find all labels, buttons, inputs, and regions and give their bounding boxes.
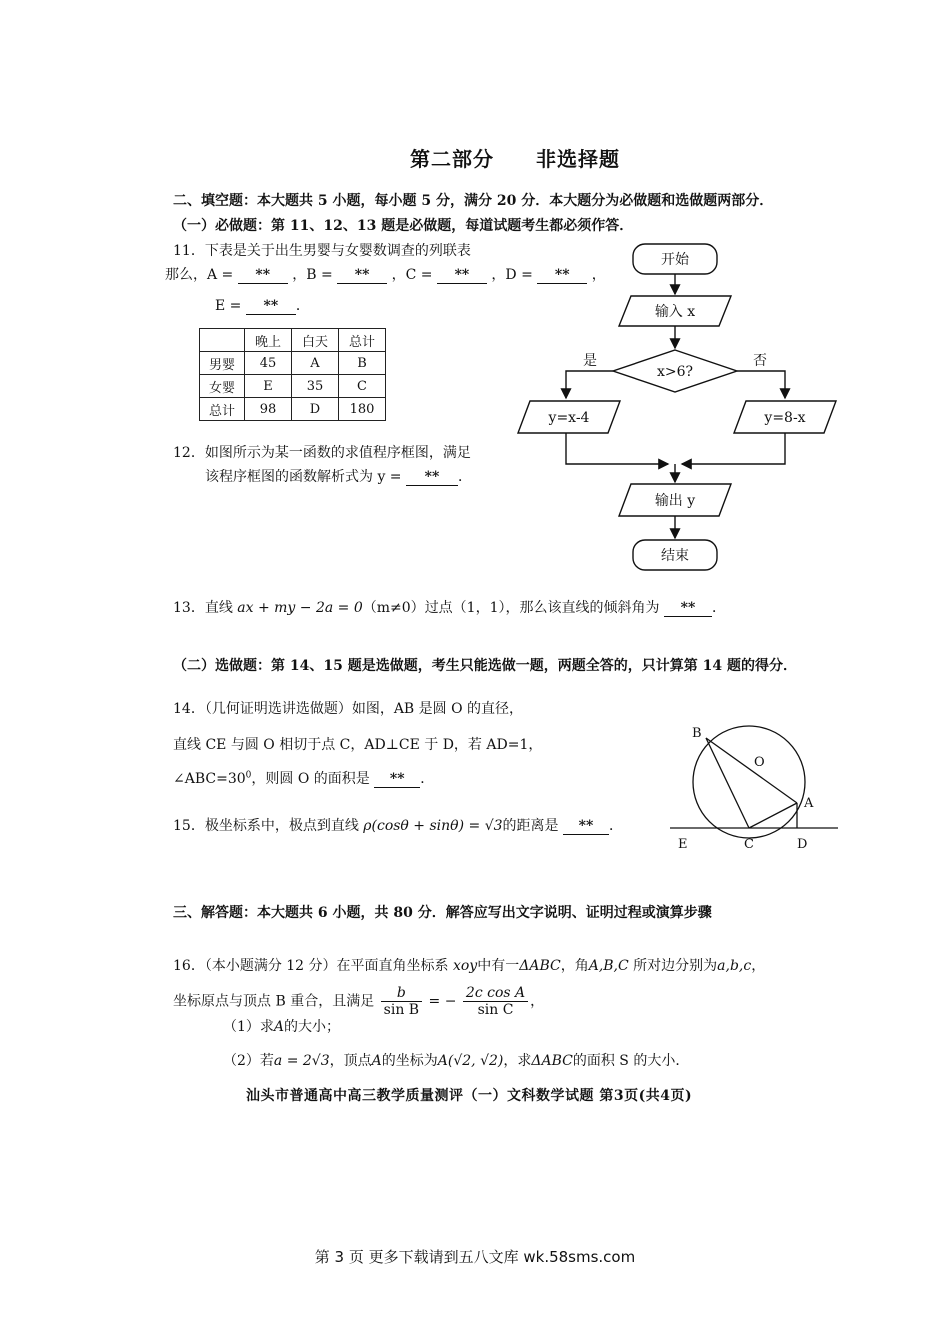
table-row: 男婴 45 A B bbox=[200, 352, 386, 375]
q11-blank-a[interactable]: ** bbox=[238, 267, 288, 284]
circle-figure bbox=[670, 718, 840, 858]
q16-line2: 坐标原点与顶点 B 重合，且满足 $\frac{b}{\text{sin B}}$ = − $\frac{\text{2c cos A}}{\text{sin C}}$ ， bbox=[173, 985, 545, 1018]
q11-blank-c[interactable]: ** bbox=[437, 267, 487, 284]
contingency-table bbox=[199, 328, 386, 421]
q11-line3: E = ** ． bbox=[215, 298, 310, 314]
q13-blank[interactable]: ** bbox=[664, 600, 712, 617]
flow-output-label: 输出 y bbox=[654, 493, 696, 509]
label-d: D bbox=[797, 837, 808, 852]
flow-condition-label: x>6? bbox=[656, 364, 694, 380]
label-e: E bbox=[678, 837, 688, 852]
section2-heading: 二、填空题：本大题共 5 小题，每小题 5 分，满分 20 分．本大题分为必做题和选做题两部分． bbox=[173, 193, 774, 209]
fraction-2: $\frac{\text{2c cos A}}{\text{sin C}}$ bbox=[463, 985, 528, 1018]
circle-o bbox=[693, 726, 805, 838]
exam-footer: 汕头市普通高中高三教学质量测评（一）文科数学试题 第3页(共4页) bbox=[246, 1088, 693, 1104]
flow-start-label: 开始 bbox=[661, 252, 689, 268]
flow-input-label: 输入 x bbox=[654, 304, 696, 320]
q11-line1: 11．下表是关于出生男婴与女婴数调查的列联表 bbox=[173, 243, 471, 259]
q13-equation: ax + my − 2a = 0 bbox=[237, 600, 363, 616]
q15: 15．极坐标系中，极点到直线 ρ(cosθ + sinθ) = √3的距离是 ** ． bbox=[173, 818, 623, 834]
flow-left-label: y=x-4 bbox=[548, 410, 590, 426]
q11-line2: 那么，A = ** ，B = ** ，C = ** ，D = ** ， bbox=[165, 267, 606, 283]
q15-blank[interactable]: ** bbox=[563, 818, 609, 835]
q16-sub2: （2）若a = 2√3，顶点A的坐标为A(√2, √2)，求ΔABC的面积 S 的大小． bbox=[223, 1053, 690, 1069]
q12-line1: 12．如图所示为某一函数的求值程序框图，满足 bbox=[173, 445, 471, 461]
q12-line2: 该程序框图的函数解析式为 y = ** ． bbox=[205, 469, 472, 485]
q11-blank-e[interactable]: ** bbox=[246, 298, 296, 315]
table-row: 总计 98 D 180 bbox=[200, 398, 386, 421]
q14-blank[interactable]: ** bbox=[374, 771, 420, 788]
flowchart bbox=[510, 238, 840, 583]
table-row: 女婴 E 35 C bbox=[200, 375, 386, 398]
flow-right-label: y=8-x bbox=[764, 410, 806, 426]
q16-sub1: （1）求A的大小； bbox=[223, 1019, 341, 1035]
q11-blank-d[interactable]: ** bbox=[537, 267, 587, 284]
flow-yes-label: 是 bbox=[583, 353, 597, 369]
q14-line2: 直线 CE 与圆 O 相切于点 C，AD⊥CE 于 D，若 AD=1， bbox=[173, 737, 543, 753]
fraction-1: $\frac{b}{\text{sin B}}$ bbox=[381, 985, 422, 1018]
part-title: 第二部分 非选择题 bbox=[410, 147, 620, 171]
elective-heading: （二）选做题：第 14、15 题是选做题，考生只能选做一题，两题全答的，只计算第 14 题的得分． bbox=[173, 658, 797, 674]
q15-equation: ρ(cosθ + sinθ) = √3 bbox=[363, 818, 503, 834]
label-c: C bbox=[744, 837, 754, 852]
label-b: B bbox=[692, 726, 702, 741]
q11-blank-b[interactable]: ** bbox=[337, 267, 387, 284]
table-row: 晚上 白天 总计 bbox=[200, 329, 386, 352]
q14-line3: $\angle ABC=30^0$，则圆 O 的面积是 ** ． bbox=[173, 770, 435, 787]
q14-line1: 14．（几何证明选讲选做题）如图，AB 是圆 O 的直径， bbox=[173, 701, 524, 717]
flow-no-label: 否 bbox=[753, 353, 767, 369]
q12-blank[interactable]: ** bbox=[406, 469, 458, 486]
page-footer: 第 3 页 更多下载请到五八文库 wk.58sms.com bbox=[314, 1248, 636, 1266]
section3-heading: 三、解答题：本大题共 6 小题，共 80 分．解答应写出文字说明、证明过程或演算步骤 bbox=[173, 905, 712, 921]
required-heading: （一）必做题：第 11、12、13 题是必做题，每道试题考生都必须作答． bbox=[173, 218, 634, 234]
label-a: A bbox=[804, 796, 814, 811]
q16-line1: 16．（本小题满分 12 分）在平面直角坐标系 xoy中有一ΔABC，角A,B,C 所对边分别为a,b,c， bbox=[173, 958, 766, 974]
q13: 13．直线 ax + my − 2a = 0（m≠0）过点（1，1），那么该直线的倾斜角为 ** ． bbox=[173, 600, 726, 616]
flow-end-label: 结束 bbox=[661, 548, 689, 564]
label-o: O bbox=[754, 755, 765, 770]
